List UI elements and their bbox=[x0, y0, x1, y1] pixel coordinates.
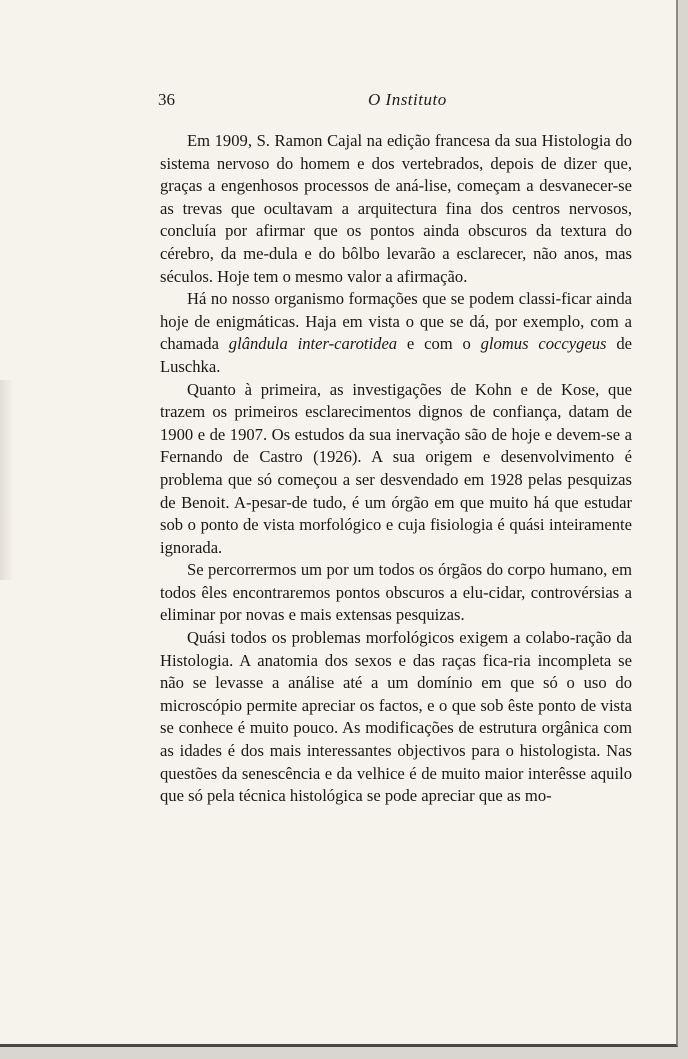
paragraph bbox=[160, 379, 632, 560]
paragraph bbox=[160, 559, 632, 627]
paragraph bbox=[160, 288, 632, 378]
italic-term: glândula inter-carotidea bbox=[228, 334, 398, 354]
paragraph bbox=[160, 130, 632, 288]
text-segment: Quanto à primeira, as investigações de Kohn e de Kose, que trazem os primeiros esclarecimentos dignos de confiança, datam de 1900 e de 1907. Os estudos da sua inervação são de hoje e devem-se a Fernando de Castro (1926). A sua origem e desenvolvimento é problema que só começou a ser desvendado em 1928 pelas pesquizas de Benoit. A-pesar-de tudo, é um órgão em que muito há que estudar sob o ponto de vista morfológico e cuja fisiologia é quási inteiramente ignorada. bbox=[160, 379, 632, 557]
text-segment: de Luschka. bbox=[160, 334, 633, 376]
text-segment: Se percorrermos um por um todos os órgãos do corpo humano, em todos êles encontraremos pontos obscuros a elu-cidar, controvérsias a eliminar por novas e mais extensas pesquizas. bbox=[160, 560, 632, 625]
text-segment: Em 1909, S. Ramon Cajal na edição francesa da sua Histologia do sistema nervoso do homem e dos vertebrados, depois de dizer que, graças a engenhosos processos de aná-lise, começam a desvanecer-se as trevas que ocultavam a arquitectura fina dos centros nervosos, concluía por afirmar que os pontos ainda obscuros da textura do cérebro, da me-dula e do bôlbo levarão a esclarecer, não anos, mas séculos. Hoje tem o mesmo valor a afirmação. bbox=[160, 131, 632, 286]
text-segment: e com o bbox=[397, 334, 481, 354]
page-number: 36 bbox=[158, 90, 175, 109]
body-text bbox=[160, 130, 632, 808]
text-segment: Quási todos os problemas morfológicos exigem a colabo-ração da Histologia. A anatomia dos sexos e das raças fica-ria incompleta se não se levasse a análise até a um domínio em que só o uso do microscópio permite apreciar os factos, e o que sob êste ponto de vista se conhece é muito pouco. As modificações de estrutura orgânica com as idades é dos mais interessantes objectivos para o histologista. Nas questões da senescência e da velhice é de muito maior interêsse aquilo que só pela técnica histológica se pode apreciar que as mo- bbox=[160, 628, 632, 806]
text-segment: Há no nosso organismo formações que se podem classi-ficar ainda hoje de enigmáticas. Haja em vista o que se dá, por exemplo, com a chamada bbox=[160, 289, 632, 354]
running-title: O Instituto bbox=[368, 90, 447, 109]
scan-shadow bbox=[0, 380, 14, 580]
italic-term: glomus coccygeus bbox=[480, 334, 607, 354]
page-header bbox=[158, 90, 632, 114]
paragraph bbox=[160, 627, 632, 808]
